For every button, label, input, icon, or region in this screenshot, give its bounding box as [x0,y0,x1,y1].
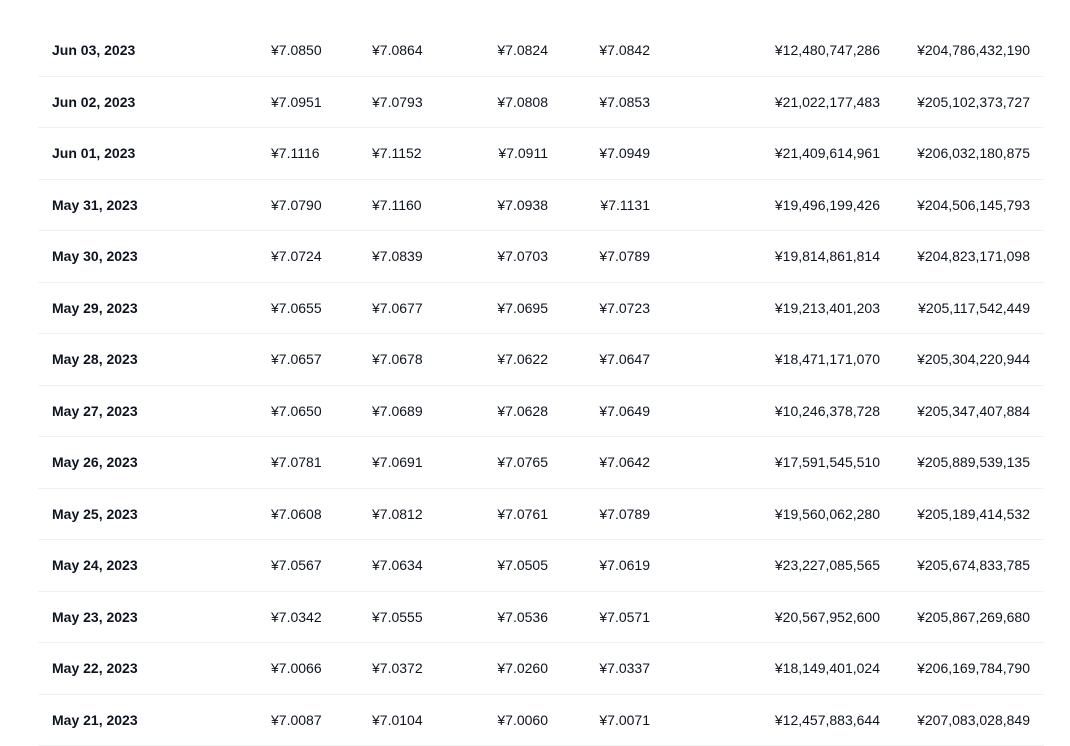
cell-low: ¥7.0695 [497,283,548,334]
cell-market-cap: ¥206,169,784,790 [917,643,1030,694]
cell-open: ¥7.0657 [271,334,322,385]
cell-low: ¥7.0808 [497,77,548,128]
cell-date: May 25, 2023 [52,489,138,540]
cell-volume: ¥19,814,861,814 [775,231,880,282]
cell-volume: ¥21,409,614,961 [775,128,880,179]
cell-close: ¥7.0571 [599,592,650,643]
historical-data-table [38,25,1044,746]
table-row [38,437,1044,489]
cell-close: ¥7.0789 [599,489,650,540]
table-row [38,592,1044,644]
cell-market-cap: ¥205,102,373,727 [917,77,1030,128]
cell-date: May 27, 2023 [52,386,138,437]
cell-open: ¥7.0951 [271,77,322,128]
cell-volume: ¥21,022,177,483 [775,77,880,128]
cell-market-cap: ¥205,674,833,785 [917,540,1030,591]
cell-high: ¥7.0104 [372,695,423,746]
cell-high: ¥7.1152 [372,128,422,179]
cell-open: ¥7.0650 [271,386,322,437]
table-row [38,25,1044,77]
cell-market-cap: ¥205,347,407,884 [917,386,1030,437]
cell-date: May 26, 2023 [52,437,138,488]
cell-close: ¥7.0789 [599,231,650,282]
cell-open: ¥7.0066 [271,643,322,694]
cell-close: ¥7.0842 [599,25,650,76]
cell-open: ¥7.0342 [271,592,322,643]
cell-high: ¥7.0691 [372,437,423,488]
cell-low: ¥7.0260 [497,643,548,694]
cell-date: May 24, 2023 [52,540,138,591]
cell-date: Jun 03, 2023 [52,25,135,76]
table-row [38,128,1044,180]
cell-volume: ¥18,149,401,024 [775,643,880,694]
table-row [38,334,1044,386]
cell-open: ¥7.0655 [271,283,322,334]
cell-market-cap: ¥205,189,414,532 [917,489,1030,540]
cell-open: ¥7.0850 [271,25,322,76]
table-row [38,77,1044,129]
cell-low: ¥7.0536 [497,592,548,643]
cell-market-cap: ¥205,889,539,135 [917,437,1030,488]
cell-low: ¥7.0765 [497,437,548,488]
cell-market-cap: ¥207,083,028,849 [917,695,1030,746]
cell-date: May 30, 2023 [52,231,138,282]
cell-close: ¥7.0337 [599,643,650,694]
cell-date: May 22, 2023 [52,643,138,694]
cell-low: ¥7.0060 [497,695,548,746]
cell-close: ¥7.0649 [599,386,650,437]
cell-close: ¥7.0853 [599,77,650,128]
cell-open: ¥7.0087 [271,695,322,746]
cell-low: ¥7.0703 [497,231,548,282]
cell-open: ¥7.0724 [271,231,322,282]
table-row [38,180,1044,232]
cell-low: ¥7.0911 [498,128,548,179]
table-row [38,540,1044,592]
cell-volume: ¥17,591,545,510 [775,437,880,488]
cell-high: ¥7.0678 [372,334,423,385]
cell-market-cap: ¥205,117,542,449 [918,283,1030,334]
cell-market-cap: ¥204,823,171,098 [917,231,1030,282]
cell-open: ¥7.1116 [271,128,320,179]
cell-date: May 21, 2023 [52,695,138,746]
cell-close: ¥7.0647 [599,334,650,385]
cell-close: ¥7.0723 [599,283,650,334]
cell-market-cap: ¥205,304,220,944 [917,334,1030,385]
cell-low: ¥7.0505 [497,540,548,591]
cell-close: ¥7.0071 [599,695,650,746]
cell-market-cap: ¥205,867,269,680 [917,592,1030,643]
cell-high: ¥7.0839 [372,231,423,282]
cell-low: ¥7.0628 [497,386,548,437]
cell-market-cap: ¥204,506,145,793 [917,180,1030,231]
cell-low: ¥7.0938 [497,180,548,231]
cell-high: ¥7.0689 [372,386,423,437]
table-row [38,386,1044,438]
cell-low: ¥7.0761 [497,489,548,540]
cell-open: ¥7.0567 [271,540,322,591]
cell-open: ¥7.0608 [271,489,322,540]
cell-market-cap: ¥206,032,180,875 [917,128,1030,179]
cell-close: ¥7.1131 [600,180,650,231]
cell-low: ¥7.0824 [497,25,548,76]
cell-close: ¥7.0949 [599,128,650,179]
cell-volume: ¥19,496,199,426 [775,180,880,231]
table-row [38,643,1044,695]
cell-high: ¥7.0634 [372,540,423,591]
cell-volume: ¥23,227,085,565 [775,540,880,591]
cell-volume: ¥18,471,171,070 [775,334,880,385]
cell-volume: ¥20,567,952,600 [775,592,880,643]
cell-high: ¥7.1160 [372,180,422,231]
cell-market-cap: ¥204,786,432,190 [917,25,1030,76]
cell-high: ¥7.0864 [372,25,423,76]
cell-close: ¥7.0619 [599,540,650,591]
cell-high: ¥7.0677 [372,283,423,334]
cell-volume: ¥19,213,401,203 [775,283,880,334]
cell-volume: ¥12,457,883,644 [775,695,880,746]
cell-volume: ¥19,560,062,280 [775,489,880,540]
cell-high: ¥7.0812 [372,489,423,540]
cell-volume: ¥12,480,747,286 [775,25,880,76]
cell-high: ¥7.0555 [372,592,423,643]
cell-date: Jun 01, 2023 [52,128,135,179]
cell-open: ¥7.0781 [271,437,322,488]
cell-high: ¥7.0793 [372,77,423,128]
table-row [38,489,1044,541]
cell-open: ¥7.0790 [271,180,322,231]
table-row [38,231,1044,283]
cell-close: ¥7.0642 [599,437,650,488]
cell-date: May 23, 2023 [52,592,138,643]
cell-date: May 31, 2023 [52,180,138,231]
cell-volume: ¥10,246,378,728 [775,386,880,437]
table-row [38,695,1044,746]
cell-date: Jun 02, 2023 [52,77,135,128]
cell-date: May 28, 2023 [52,334,138,385]
table-row [38,283,1044,335]
cell-high: ¥7.0372 [372,643,423,694]
cell-low: ¥7.0622 [497,334,548,385]
cell-date: May 29, 2023 [52,283,138,334]
